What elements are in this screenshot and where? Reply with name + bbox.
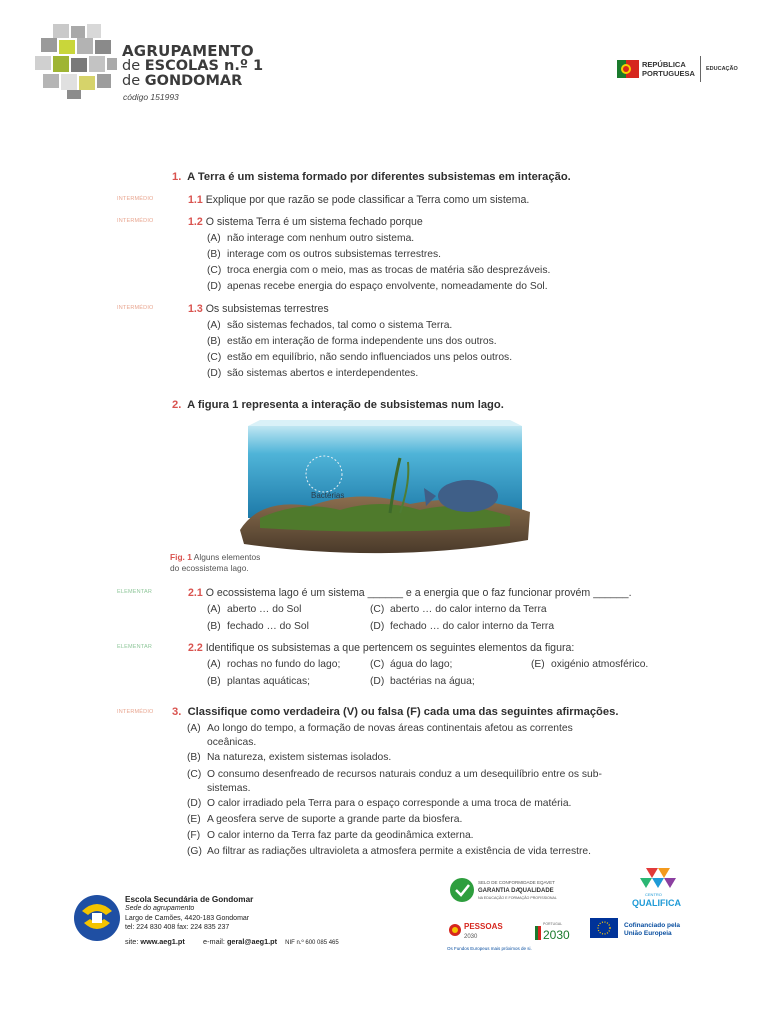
republic-line2: PORTUGUESA bbox=[642, 69, 695, 78]
q11-statement bbox=[188, 194, 529, 206]
option-letter: (A) bbox=[207, 233, 221, 244]
option-text: aberto … do Sol bbox=[227, 604, 302, 615]
q12-number: 1.2 bbox=[188, 216, 203, 228]
eu-line1: Cofinanciado pela bbox=[624, 922, 680, 929]
option-text: troca energia com o meio, mas as trocas de matéria são desprezáveis. bbox=[227, 265, 551, 276]
portugal-label: PORTUGAL bbox=[543, 922, 563, 926]
option-text: estão em interação de forma independente uns dos outros. bbox=[227, 336, 497, 347]
footer-address: Largo de Camões, 4420-183 Gondomar bbox=[125, 914, 250, 922]
school-name-prefix2: de bbox=[122, 58, 145, 74]
q21-text-b: e a energia que o faz funcionar provém bbox=[405, 587, 591, 599]
q2-statement bbox=[172, 399, 504, 411]
q3-item-f bbox=[187, 830, 474, 841]
item-text: O calor irradiado pela Terra para o espaço corresponde a uma troca de matéria. bbox=[207, 798, 572, 809]
item-text: O calor interno da Terra faz parte da geodinâmica externa. bbox=[207, 830, 474, 841]
q2-number: 2. bbox=[172, 399, 182, 411]
qualifica-line2: QUALIFICA bbox=[632, 898, 681, 908]
q22-statement bbox=[188, 642, 574, 654]
email-link[interactable]: geral@aeg1.pt bbox=[226, 937, 278, 946]
item-letter: (D) bbox=[187, 798, 202, 809]
item-text: O consumo desenfreado de recursos naturais conduz a um desequilíbrio entre os sub- bbox=[207, 769, 602, 780]
q3-item-g bbox=[187, 846, 591, 857]
q22-option-c bbox=[370, 659, 452, 670]
caption-number: Fig. 1 bbox=[170, 552, 192, 562]
q12-statement bbox=[188, 216, 423, 228]
site-label: site: bbox=[125, 937, 139, 946]
qualifica-line1: CENTRO bbox=[645, 892, 662, 897]
q13-level: INTERMÉDIO bbox=[117, 305, 154, 311]
fund-note: Os Fundos Europeus mais próximos de si. bbox=[447, 946, 532, 951]
figure-caption bbox=[170, 552, 260, 574]
q2-text: A figura 1 representa a interação de subsistemas num lago. bbox=[187, 399, 504, 411]
item-letter: (F) bbox=[187, 830, 201, 841]
q21-level: ELEMENTAR bbox=[117, 589, 153, 595]
q11-level: INTERMÉDIO bbox=[117, 196, 154, 202]
portugal-2030-logo bbox=[535, 918, 575, 942]
q1-statement bbox=[172, 171, 571, 183]
school-name-line2: ESCOLAS n.º 1 bbox=[144, 58, 264, 74]
pessoas-2030-logo bbox=[447, 918, 507, 942]
q13-option-d bbox=[207, 368, 418, 379]
option-letter: (D) bbox=[370, 621, 385, 632]
option-letter: (D) bbox=[370, 676, 385, 687]
option-letter: (B) bbox=[207, 249, 221, 260]
option-text: são sistemas abertos e interdependentes. bbox=[227, 368, 419, 379]
q3-text: Classifique como verdadeira (V) ou falsa (F) cada uma das seguintes afirmações. bbox=[187, 706, 619, 718]
item-text-cont: sistemas. bbox=[207, 783, 251, 794]
option-text: bactérias na água; bbox=[390, 676, 475, 687]
q13-option-a bbox=[207, 320, 452, 331]
q12-option-d bbox=[207, 281, 548, 292]
school-name-line3: GONDOMAR bbox=[144, 73, 243, 89]
option-letter: (C) bbox=[370, 659, 385, 670]
q21-option-c bbox=[370, 604, 547, 615]
header-separator bbox=[700, 56, 701, 82]
option-text: interage com os outros subsistemas terrestres. bbox=[227, 249, 442, 260]
q22-number: 2.2 bbox=[188, 642, 203, 654]
q21-option-a bbox=[207, 604, 301, 615]
q13-option-b bbox=[207, 336, 497, 347]
q22-option-e bbox=[531, 659, 648, 670]
option-text: plantas aquáticas; bbox=[227, 676, 311, 687]
option-text: apenas recebe energia do espaço envolvente, nomeadamente do Sol. bbox=[227, 281, 548, 292]
q21-option-b bbox=[207, 621, 309, 632]
item-letter: (C) bbox=[187, 769, 202, 780]
q12-option-b bbox=[207, 249, 441, 260]
option-text: fechado … do Sol bbox=[227, 621, 309, 632]
q22-option-d bbox=[370, 676, 475, 687]
q22-option-b bbox=[207, 676, 310, 687]
school-logo-cubes bbox=[33, 22, 119, 100]
q13-statement bbox=[188, 303, 329, 315]
item-text-cont: oceânicas. bbox=[207, 737, 257, 748]
option-text: aberto … do calor interno da Terra bbox=[390, 604, 547, 615]
caption-line1: Alguns elementos bbox=[193, 552, 261, 562]
q22-level: ELEMENTAR bbox=[117, 644, 153, 650]
q21-blank: ______ bbox=[367, 587, 403, 599]
lake-ecosystem-figure bbox=[240, 418, 530, 560]
republic-line1: REPÚBLICA bbox=[642, 60, 686, 69]
eqavet-seal bbox=[448, 875, 568, 905]
item-text: A geosfera serve de suporte a grande parte da biosfera. bbox=[207, 814, 463, 825]
school-code: código 151993 bbox=[123, 92, 179, 102]
q12-option-c bbox=[207, 265, 550, 276]
q1-number: 1. bbox=[172, 171, 182, 183]
school-name-prefix3: de bbox=[122, 73, 145, 89]
q22-text: Identifique os subsistemas a que pertencem os seguintes elementos da figura: bbox=[205, 642, 575, 654]
option-letter: (D) bbox=[207, 368, 222, 379]
eqavet-line2b: QUALIDADE bbox=[518, 888, 554, 894]
option-text: são sistemas fechados, tal como o sistema Terra. bbox=[227, 320, 453, 331]
option-letter: (C) bbox=[370, 604, 385, 615]
q12-level: INTERMÉDIO bbox=[117, 218, 154, 224]
q3-level: INTERMÉDIO bbox=[117, 709, 154, 715]
option-text: oxigénio atmosférico. bbox=[551, 659, 649, 670]
option-letter: (B) bbox=[207, 336, 221, 347]
school-footer-logo bbox=[72, 893, 122, 943]
q3-statement bbox=[172, 706, 618, 718]
school-name bbox=[122, 44, 263, 89]
portugal-year: 2030 bbox=[543, 928, 570, 942]
q3-item-b bbox=[187, 752, 391, 763]
school-name-line1: AGRUPAMENTO bbox=[122, 42, 254, 60]
item-letter: (G) bbox=[187, 846, 202, 857]
republic-text bbox=[642, 60, 695, 78]
q13-option-c bbox=[207, 352, 512, 363]
eqavet-line2: GARANTIA DA bbox=[478, 888, 520, 894]
item-letter: (B) bbox=[187, 752, 201, 763]
footer-contacts bbox=[125, 937, 339, 946]
caption-line2: do ecossistema lago. bbox=[170, 563, 249, 573]
email-label: e-mail: bbox=[203, 937, 225, 946]
eu-line2: União Europeia bbox=[624, 930, 672, 937]
eqavet-line1: SELO DE CONFORMIDADE EQAVET bbox=[478, 880, 555, 885]
option-letter: (D) bbox=[207, 281, 222, 292]
q13-text: Os subsistemas terrestres bbox=[205, 303, 329, 315]
q3-item-e bbox=[187, 814, 462, 825]
q11-number: 1.1 bbox=[188, 194, 203, 206]
option-text: fechado … do calor interno da Terra bbox=[390, 621, 555, 632]
pessoas-label: PESSOAS bbox=[464, 922, 503, 931]
q22-option-a bbox=[207, 659, 340, 670]
footer-nif: NIF n.º 600 085 465 bbox=[285, 940, 339, 946]
q3-number: 3. bbox=[172, 706, 182, 718]
centro-qualifica-logo bbox=[618, 864, 698, 914]
option-text: estão em equilíbrio, não sendo influenciados uns pelos outros. bbox=[227, 352, 513, 363]
item-text: Ao longo do tempo, a formação de novas áreas continentais afetou as correntes bbox=[207, 723, 573, 734]
option-letter: (E) bbox=[531, 659, 545, 670]
option-letter: (B) bbox=[207, 676, 221, 687]
item-text: Na natureza, existem sistemas isolados. bbox=[207, 752, 392, 763]
ministry-label: EDUCAÇÃO bbox=[706, 66, 738, 72]
q3-item-d bbox=[187, 798, 571, 809]
footer-phone: tel: 224 830 408 fax: 224 835 237 bbox=[125, 924, 230, 932]
eqavet-line3: NA EDUCAÇÃO E FORMAÇÃO PROFISSIONAL bbox=[478, 896, 557, 900]
q1-text: A Terra é um sistema formado por diferentes subsistemas em interação. bbox=[187, 171, 571, 183]
republic-flag-icon bbox=[617, 58, 639, 80]
site-link[interactable]: www.aeg1.pt bbox=[140, 937, 185, 946]
footer-school-info bbox=[125, 895, 253, 933]
pessoas-year: 2030 bbox=[464, 934, 478, 940]
option-letter: (A) bbox=[207, 604, 221, 615]
option-letter: (B) bbox=[207, 621, 221, 632]
option-text: rochas no fundo do lago; bbox=[227, 659, 341, 670]
q21-number: 2.1 bbox=[188, 587, 203, 599]
q3-item-c bbox=[187, 768, 627, 796]
q12-text: O sistema Terra é um sistema fechado porque bbox=[205, 216, 423, 228]
eu-cofinanced-logo bbox=[590, 918, 710, 940]
q21-statement bbox=[188, 587, 632, 599]
q21-blank2: ______. bbox=[593, 587, 632, 599]
item-text: Ao filtrar as radiações ultravioleta a atmosfera permite a existência de vida terrestre. bbox=[207, 846, 592, 857]
footer-school-name: Escola Secundária de Gondomar bbox=[125, 895, 254, 904]
q11-text: Explique por que razão se pode classificar a Terra como um sistema. bbox=[205, 194, 530, 206]
item-letter: (A) bbox=[187, 723, 201, 734]
q21-text-a: O ecossistema lago é um sistema bbox=[205, 587, 365, 599]
q3-item-a bbox=[187, 722, 627, 750]
footer-seat: Sede do agrupamento bbox=[125, 905, 195, 913]
q13-number: 1.3 bbox=[188, 303, 203, 315]
item-letter: (E) bbox=[187, 814, 201, 825]
option-letter: (C) bbox=[207, 352, 222, 363]
option-letter: (A) bbox=[207, 659, 221, 670]
option-letter: (A) bbox=[207, 320, 221, 331]
q21-option-d bbox=[370, 621, 554, 632]
q12-option-a bbox=[207, 233, 414, 244]
option-text: água do lago; bbox=[390, 659, 453, 670]
bacteria-label: Bactérias bbox=[311, 491, 345, 500]
option-letter: (C) bbox=[207, 265, 222, 276]
option-text: não interage com nenhum outro sistema. bbox=[227, 233, 415, 244]
